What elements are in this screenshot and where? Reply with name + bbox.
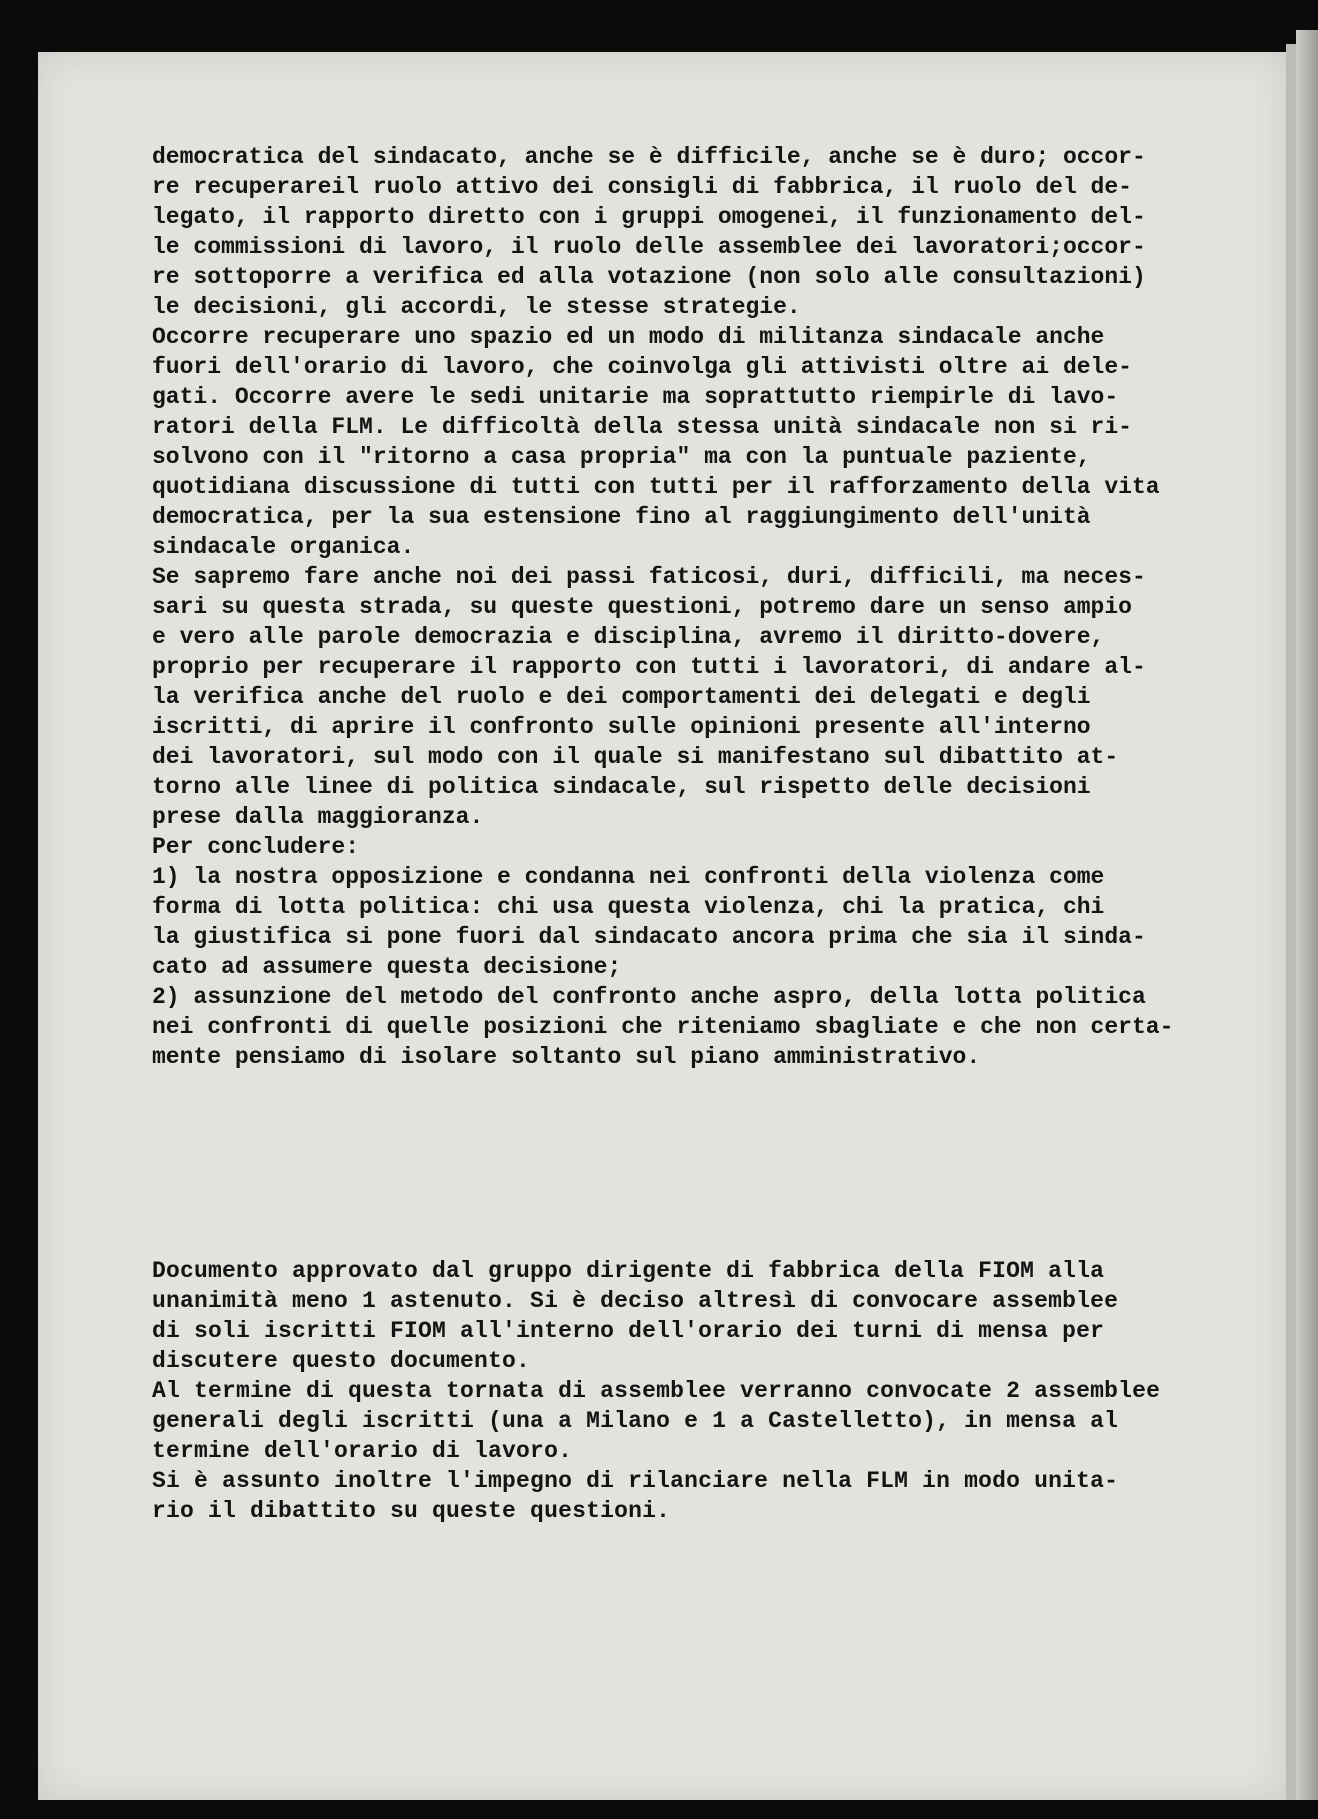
- text-line: cato ad assumere questa decisione;: [152, 954, 622, 980]
- note-line: di soli iscritti FIOM all'interno dell'orario dei turni di mensa per: [152, 1318, 1105, 1344]
- approval-note: [152, 1256, 1242, 1526]
- text-line: ratori della FLM. Le difficoltà della stessa unità sindacale non si ri-: [152, 414, 1132, 440]
- text-line: 2) assunzione del metodo del confronto anche aspro, della lotta politica: [152, 984, 1146, 1010]
- text-line: le commissioni di lavoro, il ruolo delle assemblee dei lavoratori;occor-: [152, 234, 1146, 260]
- text-line: re recuperareil ruolo attivo dei consigli di fabbrica, il ruolo del de-: [152, 174, 1132, 200]
- text-line: legato, il rapporto diretto con i gruppi omogenei, il funzionamento del-: [152, 204, 1146, 230]
- text-line: Occorre recuperare uno spazio ed un modo di militanza sindacale anche: [152, 324, 1105, 350]
- text-line: democratica, per la sua estensione fino al raggiungimento dell'unità: [152, 504, 1091, 530]
- note-line: discutere questo documento.: [152, 1348, 531, 1374]
- text-line: mente pensiamo di isolare soltanto sul piano amministrativo.: [152, 1044, 981, 1070]
- text-line: proprio per recuperare il rapporto con tutti i lavoratori, di andare al-: [152, 654, 1146, 680]
- note-line: unanimità meno 1 astenuto. Si è deciso altresì di convocare assemblee: [152, 1288, 1119, 1314]
- text-line: democratica del sindacato, anche se è difficile, anche se è duro; occor-: [152, 144, 1146, 170]
- text-line: forma di lotta politica: chi usa questa violenza, chi la pratica, chi: [152, 894, 1105, 920]
- text-line: gati. Occorre avere le sedi unitarie ma soprattutto riempirle di lavo-: [152, 384, 1119, 410]
- note-line: Si è assunto inoltre l'impegno di rilanciare nella FLM in modo unita-: [152, 1468, 1119, 1494]
- text-line: Per concludere:: [152, 834, 360, 860]
- text-line: fuori dell'orario di lavoro, che coinvolga gli attivisti oltre ai dele-: [152, 354, 1132, 380]
- text-line: 1) la nostra opposizione e condanna nei confronti della violenza come: [152, 864, 1105, 890]
- text-line: la giustifica si pone fuori dal sindacato ancora prima che sia il sinda-: [152, 924, 1146, 950]
- note-line: Documento approvato dal gruppo dirigente di fabbrica della FIOM alla: [152, 1258, 1105, 1284]
- note-line: generali degli iscritti (una a Milano e 1 a Castelletto), in mensa al: [152, 1408, 1119, 1434]
- page-fold: [1296, 30, 1318, 1800]
- text-line: re sottoporre a verifica ed alla votazione (non solo alle consultazioni): [152, 264, 1146, 290]
- page-edge: [1286, 44, 1296, 1800]
- text-line: Se sapremo fare anche noi dei passi faticosi, duri, difficili, ma neces-: [152, 564, 1146, 590]
- text-line: sari su questa strada, su queste questioni, potremo dare un senso ampio: [152, 594, 1132, 620]
- text-line: prese dalla maggioranza.: [152, 804, 484, 830]
- text-line: le decisioni, gli accordi, le stesse strategie.: [152, 294, 801, 320]
- text-line: torno alle linee di politica sindacale, sul rispetto delle decisioni: [152, 774, 1091, 800]
- text-line: dei lavoratori, sul modo con il quale si manifestano sul dibattito at-: [152, 744, 1119, 770]
- note-line: Al termine di questa tornata di assemblee verranno convocate 2 assemblee: [152, 1378, 1161, 1404]
- text-line: quotidiana discussione di tutti con tutti per il rafforzamento della vita: [152, 474, 1160, 500]
- note-line: rio il dibattito su queste questioni.: [152, 1498, 671, 1524]
- text-line: la verifica anche del ruolo e dei comportamenti dei delegati e degli: [152, 684, 1091, 710]
- text-line: e vero alle parole democrazia e disciplina, avremo il diritto-dovere,: [152, 624, 1105, 650]
- text-line: solvono con il "ritorno a casa propria" ma con la puntuale paziente,: [152, 444, 1091, 470]
- note-line: termine dell'orario di lavoro.: [152, 1438, 573, 1464]
- text-line: iscritti, di aprire il confronto sulle opinioni presente all'interno: [152, 714, 1091, 740]
- main-text: [152, 142, 1242, 1072]
- text-line: nei confronti di quelle posizioni che riteniamo sbagliate e che non certa-: [152, 1014, 1174, 1040]
- text-line: sindacale organica.: [152, 534, 415, 560]
